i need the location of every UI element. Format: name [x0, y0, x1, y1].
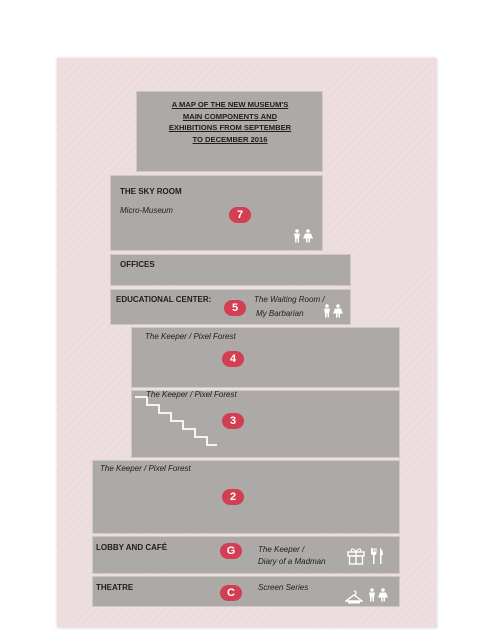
floor-4-exhibit: The Keeper / Pixel Forest	[145, 332, 236, 341]
lobby-name: LOBBY AND CAFÉ	[96, 543, 168, 552]
sky-room-exhibit: Micro-Museum	[120, 206, 173, 215]
restroom-icon	[321, 304, 345, 318]
stairs-icon	[133, 393, 219, 455]
restroom-icon	[366, 588, 390, 602]
theatre-name: THEATRE	[96, 583, 134, 592]
educational-center-exhibit-line1: The Waiting Room /	[254, 295, 325, 304]
restroom-icon	[291, 229, 315, 243]
badge-floor-2[interactable]: 2	[222, 489, 244, 505]
badge-floor-5[interactable]: 5	[224, 300, 246, 316]
educational-center-name: EDUCATIONAL CENTER:	[116, 295, 212, 304]
map-title	[142, 99, 318, 145]
theatre-exhibit: Screen Series	[258, 583, 309, 592]
title-line-1: A MAP OF THE NEW MUSEUM'S	[171, 100, 289, 109]
badge-floor-4[interactable]: 4	[222, 351, 244, 367]
title-line-4: TO DECEMBER 2016	[192, 134, 268, 144]
title-line-3: EXHIBITIONS FROM SEPTEMBER	[168, 123, 292, 132]
offices-name: OFFICES	[120, 260, 155, 269]
badge-floor-c[interactable]: C	[220, 585, 242, 601]
gift-icon	[347, 547, 365, 565]
coat-check-icon	[345, 590, 363, 604]
sky-room-name: THE SKY ROOM	[120, 187, 182, 196]
lobby-exhibit-line1: The Keeper /	[258, 545, 305, 554]
educational-center-exhibit-line2: My Barbarian	[256, 309, 304, 318]
floor-2-exhibit: The Keeper / Pixel Forest	[100, 464, 191, 473]
badge-floor-7[interactable]: 7	[229, 207, 251, 223]
floor-3-exhibit: The Keeper / Pixel Forest	[146, 390, 237, 399]
title-line-2: MAIN COMPONENTS AND	[182, 111, 278, 121]
utensils-icon	[370, 547, 384, 565]
lobby-exhibit-line2: Diary of a Madman	[258, 557, 326, 566]
badge-floor-3[interactable]: 3	[222, 413, 244, 429]
badge-floor-g[interactable]: G	[220, 543, 242, 559]
